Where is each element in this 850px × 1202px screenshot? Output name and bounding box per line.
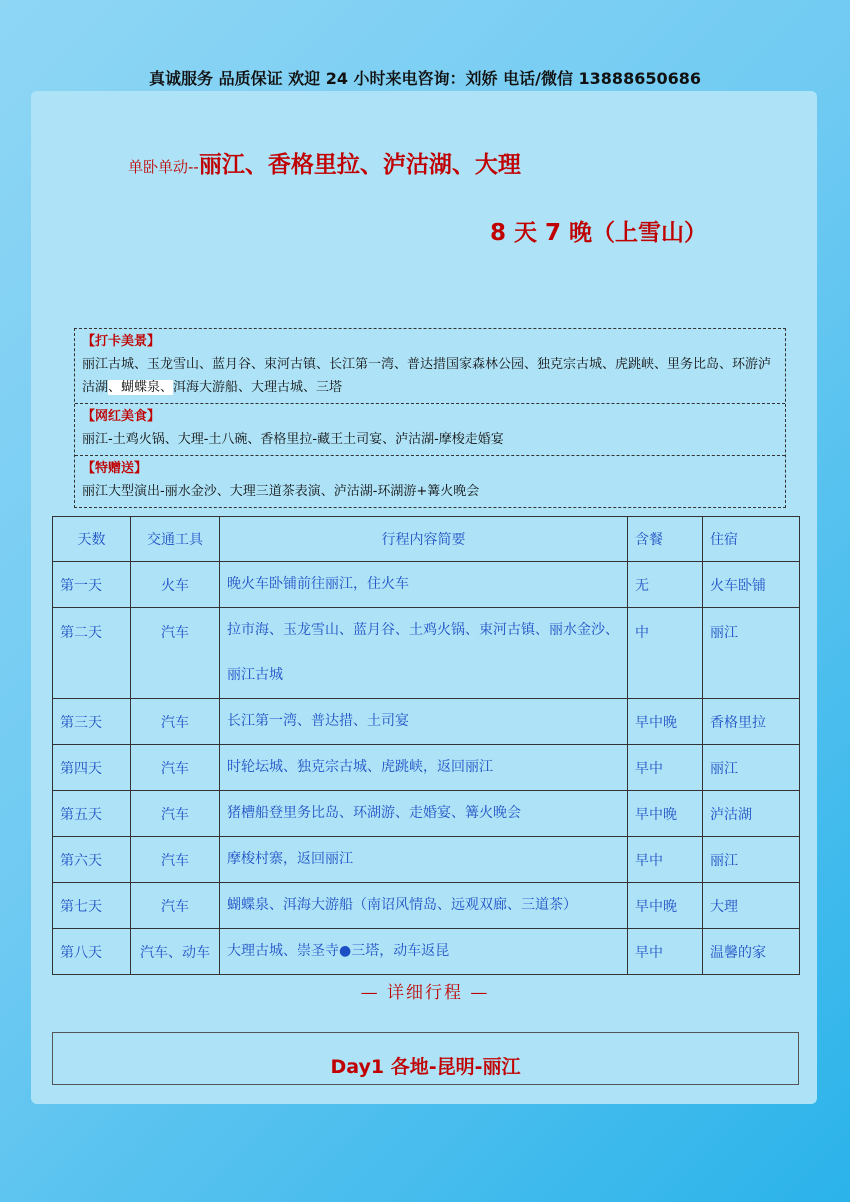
scenic-text-highlight: 、蝴蝶泉、 <box>108 380 174 395</box>
page-title <box>128 146 521 179</box>
table-row <box>53 929 800 975</box>
cell-lodging: 丽江 <box>703 837 800 883</box>
cell-transport: 汽车 <box>131 745 220 791</box>
cell-route: 晚火车卧铺前往丽江，住火车 <box>220 562 628 608</box>
cell-route: 时轮坛城、独克宗古城、虎跳峡，返回丽江 <box>220 745 628 791</box>
header-route: 行程内容简要 <box>220 517 628 562</box>
cell-route: 摩梭村寨，返回丽江 <box>220 837 628 883</box>
cell-meals: 早中 <box>628 837 703 883</box>
cell-route: 蝴蝶泉、洱海大游船（南诏风情岛、远观双廊、三道茶） <box>220 883 628 929</box>
highlights-box <box>74 328 786 508</box>
cell-day: 第八天 <box>53 929 131 975</box>
cell-day: 第四天 <box>53 745 131 791</box>
cell-meals: 早中晚 <box>628 699 703 745</box>
cell-lodging: 丽江 <box>703 608 800 699</box>
cell-route: 大理古城、崇圣寺●三塔，动车返昆 <box>220 929 628 975</box>
table-row <box>53 608 800 699</box>
table-row <box>53 837 800 883</box>
scenic-text <box>82 353 779 399</box>
duration-title: 8 天 7 晚（上雪山） <box>490 220 708 246</box>
table-header-row <box>53 517 800 562</box>
scenic-section <box>75 329 785 403</box>
gift-text: 丽江大型演出-丽水金沙、大理三道茶表演、泸沽湖-环湖游+篝火晚会 <box>82 484 480 499</box>
table-row <box>53 699 800 745</box>
itinerary-table <box>52 516 800 975</box>
cell-lodging: 火车卧铺 <box>703 562 800 608</box>
food-heading: 【网红美食】 <box>82 409 161 424</box>
cell-transport: 汽车 <box>131 791 220 837</box>
table-row <box>53 745 800 791</box>
cell-lodging: 香格里拉 <box>703 699 800 745</box>
table-row <box>53 883 800 929</box>
cell-lodging: 大理 <box>703 883 800 929</box>
gift-heading: 【特赠送】 <box>82 461 148 476</box>
detail-heading: — 详细行程 — <box>360 983 490 1003</box>
title-prefix: 单卧单动-- <box>128 158 199 176</box>
cell-transport: 汽车、动车 <box>131 929 220 975</box>
cell-lodging: 丽江 <box>703 745 800 791</box>
table-row <box>53 791 800 837</box>
cell-transport: 汽车 <box>131 837 220 883</box>
scenic-text-a: 丽江古城、玉龙雪山、蓝月谷、束河古镇、长江第一湾、普达措国家森林公园、独克宗古城、虎跳峡、里务比岛、环游泸沽湖 <box>82 357 772 395</box>
title-main: 丽江、香格里拉、泸沽湖、大理 <box>198 152 521 178</box>
cell-transport: 火车 <box>131 562 220 608</box>
header-day: 天数 <box>53 517 131 562</box>
cell-meals: 早中 <box>628 745 703 791</box>
cell-route: 拉市海、玉龙雪山、蓝月谷、土鸡火锅、束河古镇、丽水金沙、丽江古城 <box>220 608 628 699</box>
cell-lodging: 泸沽湖 <box>703 791 800 837</box>
cell-day: 第六天 <box>53 837 131 883</box>
cell-route: 长江第一湾、普达措、土司宴 <box>220 699 628 745</box>
scenic-text-c: 洱海大游船、大理古城、三塔 <box>173 380 343 395</box>
cell-day: 第二天 <box>53 608 131 699</box>
cell-day: 第五天 <box>53 791 131 837</box>
cell-meals: 早中晚 <box>628 883 703 929</box>
cell-meals: 早中 <box>628 929 703 975</box>
header-meals: 含餐 <box>628 517 703 562</box>
cell-meals: 无 <box>628 562 703 608</box>
gift-section <box>75 455 785 507</box>
cell-day: 第一天 <box>53 562 131 608</box>
cell-transport: 汽车 <box>131 699 220 745</box>
header-lodging: 住宿 <box>703 517 800 562</box>
cell-route: 猪槽船登里务比岛、环湖游、走婚宴、篝火晚会 <box>220 791 628 837</box>
day1-title: Day1 各地-昆明-丽江 <box>52 1032 799 1085</box>
cell-lodging: 温馨的家 <box>703 929 800 975</box>
cell-transport: 汽车 <box>131 608 220 699</box>
food-section <box>75 403 785 455</box>
scenic-heading: 【打卡美景】 <box>82 334 161 349</box>
cell-day: 第七天 <box>53 883 131 929</box>
table-row <box>53 562 800 608</box>
food-text: 丽江-土鸡火锅、大理-土八碗、香格里拉-藏王土司宴、泸沽湖-摩梭走婚宴 <box>82 432 504 447</box>
cell-meals: 中 <box>628 608 703 699</box>
contact-line: 真诚服务 品质保证 欢迎 24 小时来电咨询：刘娇 电话/微信 13888650686 <box>149 69 701 88</box>
header-transport: 交通工具 <box>131 517 220 562</box>
cell-meals: 早中晚 <box>628 791 703 837</box>
cell-transport: 汽车 <box>131 883 220 929</box>
cell-day: 第三天 <box>53 699 131 745</box>
